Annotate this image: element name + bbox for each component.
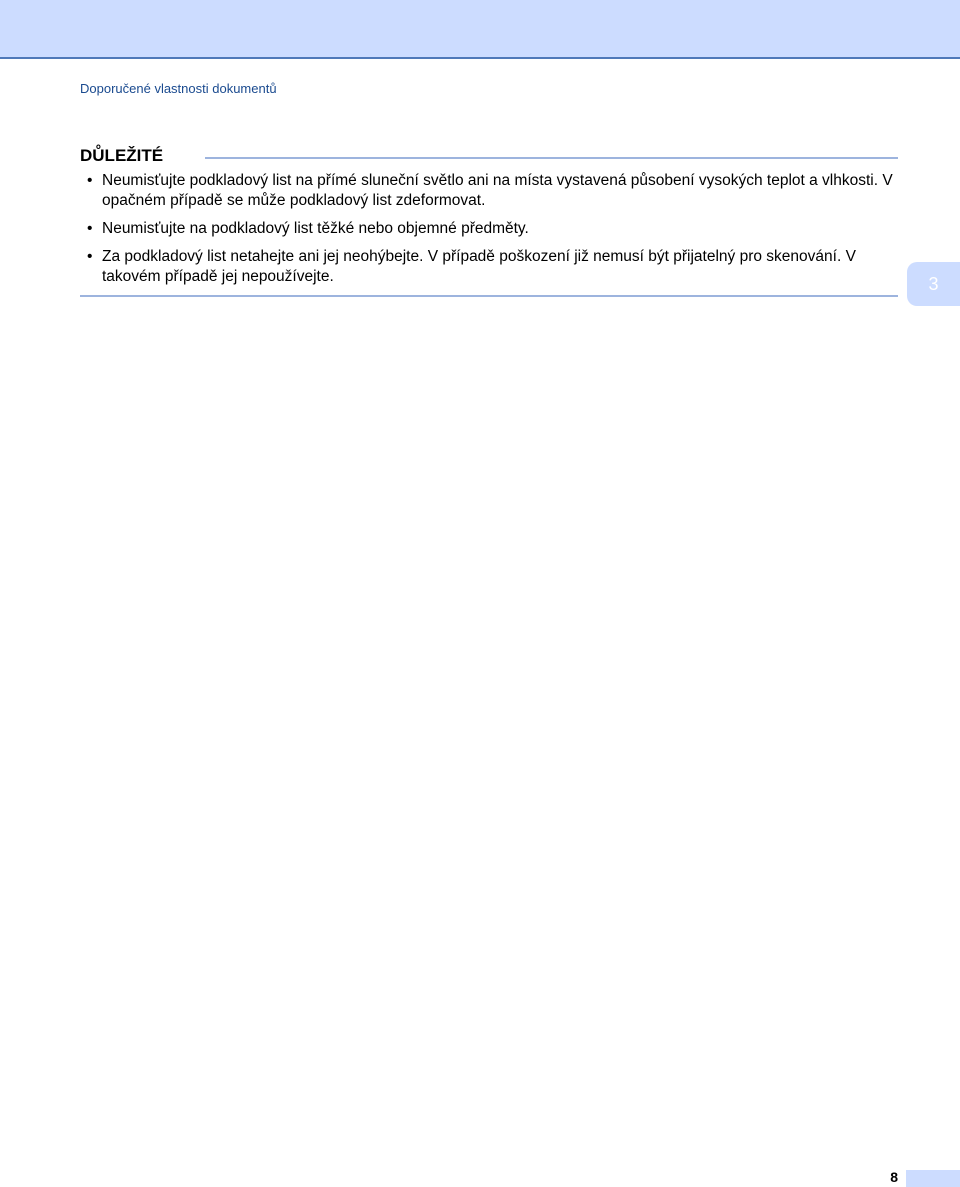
bottom-divider [80,295,898,297]
title-divider [205,157,898,159]
page-number: 8 [890,1169,898,1185]
list-item-text: Neumisťujte na podkladový list těžké nebo objemné předměty. [102,220,529,237]
list-item [80,219,898,239]
bullet-icon: • [87,220,93,237]
bullet-icon: • [87,248,93,265]
important-notice [80,144,898,298]
list-item [80,247,898,287]
list-item [80,171,898,211]
list-item-text: Neumisťujte podkladový list na přímé sluneční světlo ani na místa vystavená působení vysokých teplot a vlhkosti. V opačném případě se může podkladový list zdeformovat. [102,172,893,209]
list-item-text: Za podkladový list netahejte ani jej neohýbejte. V případě poškození již nemusí být přijatelný pro skenování. V takovém případě jej nepoužívejte. [102,248,856,285]
page-number-tab [906,1170,960,1187]
top-header-band [0,0,960,59]
important-title: DŮLEŽITÉ [80,146,164,165]
bullet-icon: • [87,172,93,189]
chapter-tab: 3 [907,262,960,306]
running-header-title: Doporučené vlastnosti dokumentů [80,81,277,96]
important-bullet-list [80,171,898,295]
